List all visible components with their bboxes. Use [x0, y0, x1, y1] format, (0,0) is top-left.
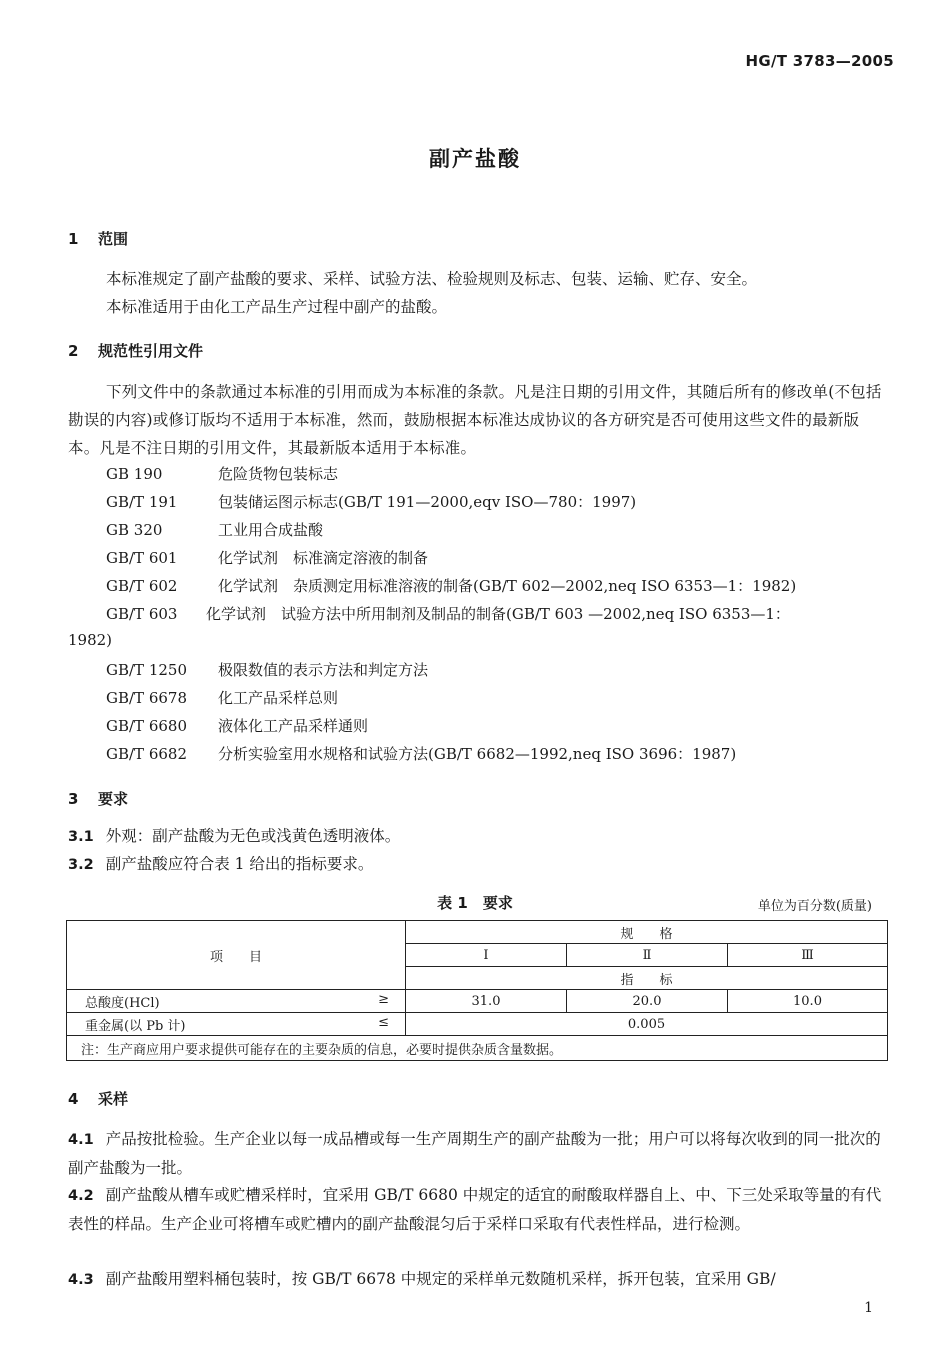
- clause-text: 副产盐酸应符合表 1 给出的指标要求。: [105, 855, 374, 873]
- ref-code: GB/T 603: [106, 605, 178, 623]
- row-name: 重金属(以 Pb 计): [85, 1018, 186, 1034]
- requirements-table: [66, 920, 888, 1061]
- ref-title: 化工产品采样总则: [218, 689, 339, 707]
- ref-title: 化学试剂 标准滴定溶液的制备: [218, 549, 429, 567]
- reference-item: [106, 687, 338, 708]
- table-note-row: [67, 1036, 888, 1061]
- section-number: 3: [68, 790, 79, 808]
- reference-item: [106, 743, 736, 764]
- clause-text: 外观：副产盐酸为无色或浅黄色透明液体。: [105, 827, 401, 845]
- section-number: 4: [68, 1090, 79, 1108]
- reference-item: [106, 491, 636, 512]
- section-number: 2: [68, 342, 79, 360]
- reference-item: [106, 715, 368, 736]
- clause-3-1: [68, 822, 400, 851]
- row-symbol: ≤: [378, 1014, 389, 1030]
- clause-number: 3.2: [68, 857, 94, 873]
- reference-item-continuation: [68, 631, 112, 649]
- ref-code: GB/T 1250: [106, 661, 188, 679]
- clause-text: 副产盐酸从槽车或贮槽采样时，宜采用 GB/T 6680 中规定的适宜的耐酸取样器自上、中、下三处采取等量的有代表性的样品。生产企业可将槽车或贮槽内的副产盐酸混匀后于采样口采取有代表性样品，进行检测。: [68, 1186, 882, 1233]
- section-title: 采样: [98, 1090, 129, 1108]
- clause-4-1: [68, 1125, 890, 1182]
- section-number: 1: [68, 230, 79, 248]
- grade-2: Ⅱ: [567, 944, 728, 967]
- reference-item: [106, 463, 338, 484]
- reference-item: [106, 659, 428, 680]
- ref-title: 包装储运图示标志(GB/T 191—2000,eqv ISO—780：1997): [218, 493, 637, 511]
- document-title: 副产盐酸: [429, 147, 521, 171]
- ref-code: GB/T 602: [106, 577, 178, 595]
- clause-4-3: [68, 1265, 890, 1294]
- reference-item: [106, 603, 790, 624]
- ref-title: 液体化工产品采样通则: [218, 717, 369, 735]
- table-note: 注：生产商应用户要求提供可能存在的主要杂质的信息，必要时提供杂质含量数据。: [67, 1036, 888, 1061]
- table-header-row: [67, 921, 888, 944]
- section-4-heading: [68, 1088, 128, 1109]
- section-title: 要求: [98, 790, 129, 808]
- reference-item: [106, 519, 323, 540]
- ref-title: 极限数值的表示方法和判定方法: [218, 661, 429, 679]
- clause-number: 4.2: [68, 1188, 94, 1204]
- ref-title: 化学试剂 杂质测定用标准溶液的制备(GB/T 602—2002,neq ISO 6353—1：1982): [218, 577, 797, 595]
- value-all-grades: 0.005: [406, 1013, 888, 1036]
- table-row: [67, 990, 888, 1013]
- ref-code: GB 190: [106, 465, 163, 483]
- clause-4-2: [68, 1181, 890, 1238]
- ref-code: GB/T 6678: [106, 689, 188, 707]
- page-number: 1: [864, 1300, 873, 1316]
- ref-title: 分析实验室用水规格和试验方法(GB/T 6682—1992,neq ISO 3696：1987): [218, 745, 737, 763]
- section-3-heading: [68, 788, 128, 809]
- section-title: 范围: [98, 230, 129, 248]
- row-name-cell: [67, 990, 406, 1013]
- clause-text: 产品按批检验。生产企业以每一成品槽或每一生产周期生产的副产盐酸为一批；用户可以将每次收到的同一批次的副产盐酸为一批。: [68, 1130, 881, 1177]
- reference-item: [106, 575, 796, 596]
- ref-code: GB/T 6680: [106, 717, 188, 735]
- ref-code: GB 320: [106, 521, 163, 539]
- s1-paragraph-1: 本标准规定了副产盐酸的要求、采样、试验方法、检验规则及标志、包装、运输、贮存、安全。: [106, 270, 758, 288]
- ref-code: GB/T 6682: [106, 745, 188, 763]
- clause-text: 副产盐酸用塑料桶包装时，按 GB/T 6678 中规定的采样单元数随机采样，拆开包装，宜采用 GB/: [105, 1270, 776, 1288]
- row-symbol: ≥: [378, 991, 389, 1007]
- value-grade-1: 31.0: [406, 990, 567, 1013]
- table-row: [67, 1013, 888, 1036]
- reference-item: [106, 547, 428, 568]
- section-1-heading: [68, 228, 128, 249]
- ref-code: GB/T 601: [106, 549, 178, 567]
- row-name-cell: [67, 1013, 406, 1036]
- s1-paragraph-2: 本标准适用于由化工产品生产过程中副产的盐酸。: [106, 298, 448, 316]
- grade-3: Ⅲ: [728, 944, 888, 967]
- header-spec: 规 格: [406, 921, 888, 944]
- grade-1: Ⅰ: [406, 944, 567, 967]
- table-unit: 单位为百分数(质量): [757, 899, 872, 914]
- header-item: 项 目: [67, 921, 406, 990]
- value-grade-3: 10.0: [728, 990, 888, 1013]
- standard-code: HG/T 3783—2005: [745, 52, 894, 70]
- ref-title: 1982): [68, 631, 113, 649]
- clause-number: 4.1: [68, 1132, 94, 1148]
- header-index: 指 标: [406, 967, 888, 990]
- ref-code: GB/T 191: [106, 493, 178, 511]
- clause-3-2: [68, 850, 373, 879]
- ref-title: 危险货物包装标志: [218, 465, 339, 483]
- ref-title: 工业用合成盐酸: [218, 521, 324, 539]
- clause-number: 3.1: [68, 829, 94, 845]
- row-name: 总酸度(HCl): [85, 995, 160, 1011]
- clause-number: 4.3: [68, 1272, 94, 1288]
- ref-title: 化学试剂 试验方法中所用制剂及制品的制备(GB/T 603 —2002,neq ISO 6353—1：: [206, 605, 790, 623]
- s2-intro: 下列文件中的条款通过本标准的引用而成为本标准的条款。凡是注日期的引用文件，其随后所有的修改单(不包括勘误的内容)或修订版均不适用于本标准，然而，鼓励根据本标准达成协议的各方研究是否可使用这些文件的最新版本。凡是不注日期的引用文件，其最新版本适用于本标准。: [68, 383, 882, 457]
- section-title: 规范性引用文件: [98, 342, 204, 360]
- value-grade-2: 20.0: [567, 990, 728, 1013]
- section-2-heading: [68, 340, 203, 361]
- table-caption: 表 1 要求: [437, 894, 513, 912]
